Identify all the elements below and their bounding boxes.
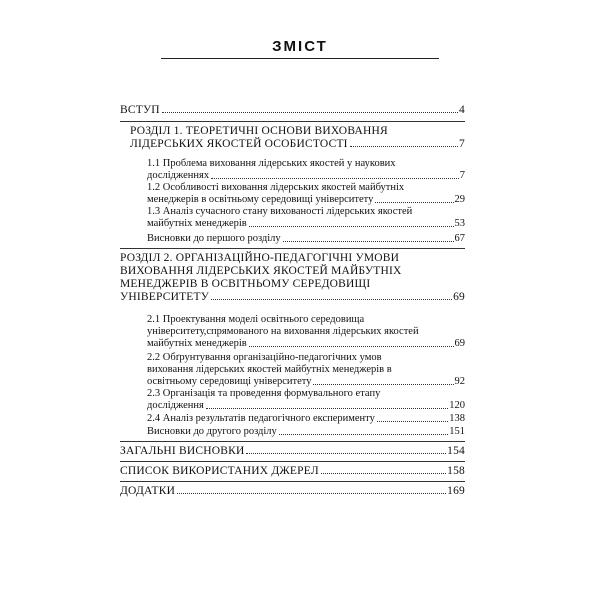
toc-entry-label: ЗАГАЛЬНІ ВИСНОВКИ (120, 445, 245, 457)
leader-dots (283, 241, 454, 242)
leader-dots (211, 178, 459, 179)
toc-page-number: 158 (447, 465, 465, 477)
toc-entry-appendix (120, 485, 465, 497)
section-2-2-line-1: 2.2 Обґрунтування організаційно-педагогічних умов (147, 352, 382, 363)
toc-entry-chapter-1-conclusions (147, 233, 465, 245)
chapter-2-title-line-2: ВИХОВАННЯ ЛІДЕРСЬКИХ ЯКОСТЕЙ МАЙБУТНІХ (120, 265, 402, 277)
toc-entry-label: Висновки до другого розділу (147, 426, 277, 437)
toc-page-number: 120 (449, 400, 465, 411)
section-2-1-line-2: університету,спрямованого на виховання лідерських якостей (147, 326, 419, 337)
toc-page-number: 29 (454, 194, 465, 205)
toc-entry-label: Висновки до першого розділу (147, 233, 281, 244)
toc-entry-chapter-2 (120, 291, 465, 303)
toc-page-number: 169 (447, 485, 465, 497)
section-2-3-line-2: дослідження (147, 400, 204, 411)
leader-dots (350, 146, 458, 147)
toc-page-number: 67 (454, 233, 465, 244)
toc-page-number: 53 (454, 218, 465, 229)
leader-dots (162, 112, 458, 113)
toc-entry-label: 2.4 Аналіз результатів педагогічного експерименту (147, 413, 375, 424)
leader-dots (313, 384, 453, 385)
leader-dots (177, 493, 446, 494)
chapter-1-title-line-2: ЛІДЕРСЬКИХ ЯКОСТЕЙ ОСОБИСТОСТІ (130, 138, 348, 150)
toc-page-number: 7 (459, 170, 465, 181)
toc-entry-intro (120, 104, 465, 116)
toc-page-number: 69 (454, 338, 465, 349)
toc-entry-section-2-1 (147, 338, 465, 350)
divider (120, 248, 465, 249)
toc-entry-section-2-2 (147, 376, 465, 388)
toc-page-number: 69 (453, 291, 465, 303)
toc-entry-section-1-3 (147, 218, 465, 230)
divider (120, 441, 465, 442)
toc-entry-section-1-1 (147, 170, 465, 182)
chapter-2-title-line-4: УНІВЕРСИТЕТУ (120, 291, 210, 303)
toc-entry-section-1-2 (147, 194, 465, 206)
leader-dots (211, 299, 452, 300)
chapter-2-title-line-3: МЕНЕДЖЕРІВ В ОСВІТНЬОМУ СЕРЕДОВИЩІ (120, 278, 371, 290)
leader-dots (249, 226, 454, 227)
leader-dots (279, 434, 448, 435)
toc-entry-label: ВСТУП (120, 104, 160, 116)
leader-dots (246, 453, 446, 454)
toc-entry-section-2-3 (147, 400, 465, 412)
toc-entry-references (120, 465, 465, 477)
chapter-1-title-line-1: РОЗДІЛ 1. ТЕОРЕТИЧНІ ОСНОВИ ВИХОВАННЯ (130, 125, 388, 137)
toc-entry-chapter-2-conclusions (147, 426, 465, 438)
toc-entry-section-2-4 (147, 413, 465, 425)
section-1-1-line-2: дослідженнях (147, 170, 210, 181)
leader-dots (375, 202, 453, 203)
divider (120, 481, 465, 482)
leader-dots (249, 346, 454, 347)
section-2-2-line-2: виховання лідерських якостей майбутніх менеджерів в (147, 364, 392, 375)
section-2-1-line-3: майбутніх менеджерів (147, 338, 247, 349)
toc-entry-label: ДОДАТКИ (120, 485, 176, 497)
divider (120, 121, 465, 122)
page-title: ЗМІСТ (272, 38, 328, 55)
toc-entry-label: СПИСОК ВИКОРИСТАНИХ ДЖЕРЕЛ (120, 465, 319, 477)
leader-dots (206, 408, 448, 409)
leader-dots (377, 421, 448, 422)
divider (120, 461, 465, 462)
section-2-1-line-1: 2.1 Проектування моделі освітнього середовища (147, 314, 365, 325)
toc-entry-general-conclusions (120, 445, 465, 457)
chapter-2-title-line-1: РОЗДІЛ 2. ОРГАНІЗАЦІЙНО-ПЕДАГОГІЧНІ УМОВИ (120, 252, 400, 264)
toc-page-number: 138 (449, 413, 465, 424)
toc-entry-chapter-1 (130, 138, 465, 150)
section-2-2-line-3: освітньому середовищі університету (147, 376, 312, 387)
leader-dots (321, 473, 446, 474)
toc-page-number: 154 (447, 445, 465, 457)
section-1-1-line-1: 1.1 Проблема виховання лідерських якостей у наукових (147, 158, 396, 169)
section-1-2-line-2: менеджерів в освітньому середовищі університету (147, 194, 374, 205)
toc-page-number: 151 (449, 426, 465, 437)
toc-page-number: 4 (459, 104, 465, 116)
toc-page-number: 92 (454, 376, 465, 387)
toc-page-number: 7 (459, 138, 465, 150)
section-1-3-line-2: майбутніх менеджерів (147, 218, 247, 229)
section-1-3-line-1: 1.3 Аналіз сучасного стану вихованості лідерських якостей (147, 206, 413, 217)
section-1-2-line-1: 1.2 Особливості виховання лідерських якостей майбутніх (147, 182, 405, 193)
title-underline (161, 58, 439, 59)
section-2-3-line-1: 2.3 Організація та проведення формувального етапу (147, 388, 381, 399)
